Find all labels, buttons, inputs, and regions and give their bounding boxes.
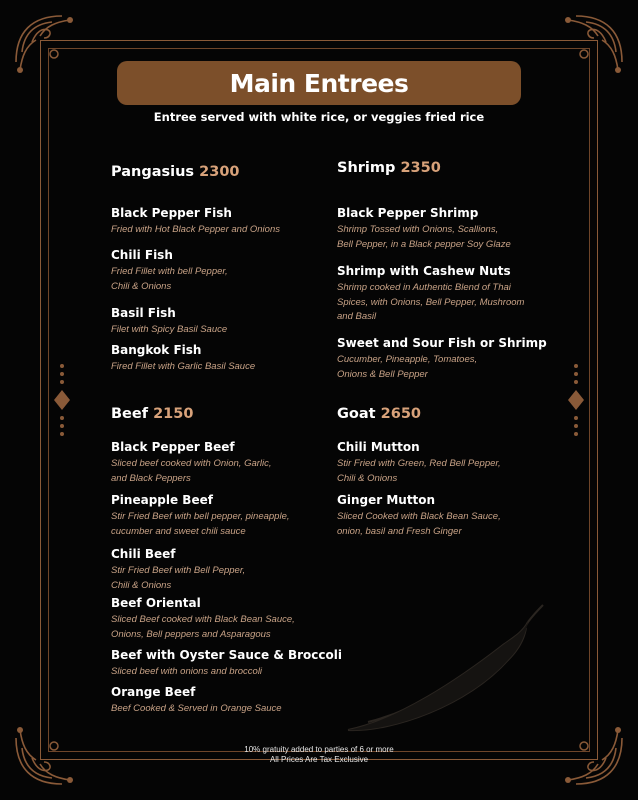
category-price: 2650	[380, 406, 422, 422]
menu-item-name: Beef with Oyster Sauce & Broccoli	[111, 648, 342, 662]
menu-item	[111, 596, 295, 642]
menu-item-name: Orange Beef	[111, 685, 196, 699]
description-line: Stir Fried Beef with bell pepper, pineapple,	[111, 511, 290, 522]
menu-item	[111, 648, 342, 680]
menu-item-description	[111, 613, 295, 642]
menu-item-description	[111, 510, 290, 539]
description-line: onion, basil and Fresh Ginger	[337, 525, 462, 537]
menu-item	[111, 206, 280, 238]
description-line: and Black Peppers	[111, 472, 191, 484]
menu-item-name: Shrimp with Cashew Nuts	[337, 264, 511, 278]
category-heading-shrimp	[337, 160, 441, 176]
category-heading-beef	[111, 406, 193, 422]
menu-item-name: Chili Mutton	[337, 440, 420, 454]
menu-item-name: Bangkok Fish	[111, 343, 202, 357]
description-line: Fired Fillet with Garlic Basil Sauce	[111, 361, 256, 372]
menu-item-name: Pineapple Beef	[111, 493, 213, 507]
description-line: Filet with Spicy Basil Sauce	[111, 324, 228, 335]
description-line: Chili & Onions	[111, 280, 172, 292]
description-line: Beef Cooked & Served in Orange Sauce	[111, 703, 282, 714]
description-line: Shrimp cooked in Authentic Blend of Thai	[337, 282, 511, 293]
gratuity-note: 10% gratuity added to parties of 6 or more	[244, 745, 394, 754]
description-line: Cucumber, Pineapple, Tomatoes,	[337, 354, 478, 365]
menu-item-name: Beef Oriental	[111, 596, 201, 610]
title-banner	[117, 61, 521, 105]
menu-item-name: Ginger Mutton	[337, 493, 436, 507]
description-line: Onions & Bell Pepper	[337, 368, 428, 380]
menu-item-name: Black Pepper Beef	[111, 440, 235, 454]
menu-item-description	[337, 457, 501, 486]
menu-item	[337, 336, 547, 382]
menu-item-description	[111, 457, 272, 486]
menu-item-description	[111, 665, 342, 680]
category-name: Goat	[337, 406, 376, 422]
menu-item	[111, 248, 228, 294]
description-line: Fried with Hot Black Pepper and Onions	[111, 224, 280, 235]
menu-item	[111, 306, 227, 338]
category-name: Shrimp	[337, 160, 396, 176]
menu-item-name: Black Pepper Shrimp	[337, 206, 479, 220]
menu-item-name: Sweet and Sour Fish or Shrimp	[337, 336, 547, 350]
menu-item	[111, 547, 245, 593]
corner-ornament-icon	[562, 12, 626, 76]
description-line: Shrimp Tossed with Onions, Scallions,	[337, 224, 499, 235]
menu-footer	[0, 745, 638, 765]
description-line: Chili & Onions	[111, 579, 172, 591]
menu-item-description	[337, 510, 501, 539]
diamond-ornament-icon	[566, 360, 586, 440]
description-line: Sliced beef with onions and broccoli	[111, 666, 263, 677]
description-line: Sliced Cooked with Black Bean Sauce,	[337, 511, 501, 522]
category-price: 2300	[199, 164, 240, 180]
menu-item-description	[111, 223, 280, 238]
category-heading-goat	[337, 406, 421, 422]
description-line: Chili & Onions	[337, 472, 398, 484]
menu-item-description	[337, 353, 547, 382]
menu-item	[337, 264, 524, 325]
description-line: Fried Fillet with bell Pepper,	[111, 266, 228, 277]
description-line: Sliced beef cooked with Onion, Garlic,	[111, 458, 272, 469]
chili-pepper-illustration-icon	[338, 600, 548, 740]
menu-item-name: Black Pepper Fish	[111, 206, 232, 220]
menu-item-description	[111, 265, 228, 294]
menu-item-description	[111, 360, 255, 375]
category-price: 2150	[153, 406, 194, 422]
menu-item-description	[337, 223, 511, 252]
corner-ornament-icon	[12, 12, 76, 76]
menu-item	[111, 493, 290, 539]
menu-item-description	[111, 564, 245, 593]
category-name: Pangasius	[111, 164, 195, 180]
description-line: Spices, with Onions, Bell Pepper, Mushroom	[337, 296, 525, 308]
menu-item	[111, 440, 272, 486]
menu-item	[111, 685, 282, 717]
menu-item	[111, 343, 255, 375]
description-line: Stir Fried with Green, Red Bell Pepper,	[337, 458, 501, 469]
menu-item-name: Chili Fish	[111, 248, 173, 262]
description-line: Bell Pepper, in a Black pepper Soy Glaze	[337, 238, 511, 250]
category-heading-pangasius	[111, 164, 240, 180]
description-line: cucumber and sweet chili sauce	[111, 525, 246, 537]
description-line: and Basil	[337, 311, 377, 322]
tax-note: All Prices Are Tax Exclusive	[269, 755, 369, 764]
description-line: Onions, Bell peppers and Asparagous	[111, 628, 271, 640]
category-price: 2350	[400, 160, 441, 176]
menu-item	[337, 493, 501, 539]
menu-item-description	[111, 702, 282, 717]
menu-item	[337, 206, 511, 252]
menu-item-description	[337, 281, 524, 325]
menu-item-name: Chili Beef	[111, 547, 176, 561]
category-name: Beef	[111, 406, 149, 422]
diamond-ornament-icon	[52, 360, 72, 440]
description-line: Sliced Beef cooked with Black Bean Sauce,	[111, 614, 295, 625]
menu-item	[337, 440, 501, 486]
page-title: Main Entrees	[229, 68, 409, 98]
menu-subtitle: Entree served with white rice, or veggies fried rice	[153, 110, 485, 124]
menu-item-description	[111, 323, 227, 338]
description-line: Stir Fried Beef with Bell Pepper,	[111, 565, 246, 576]
menu-item-name: Basil Fish	[111, 306, 176, 320]
